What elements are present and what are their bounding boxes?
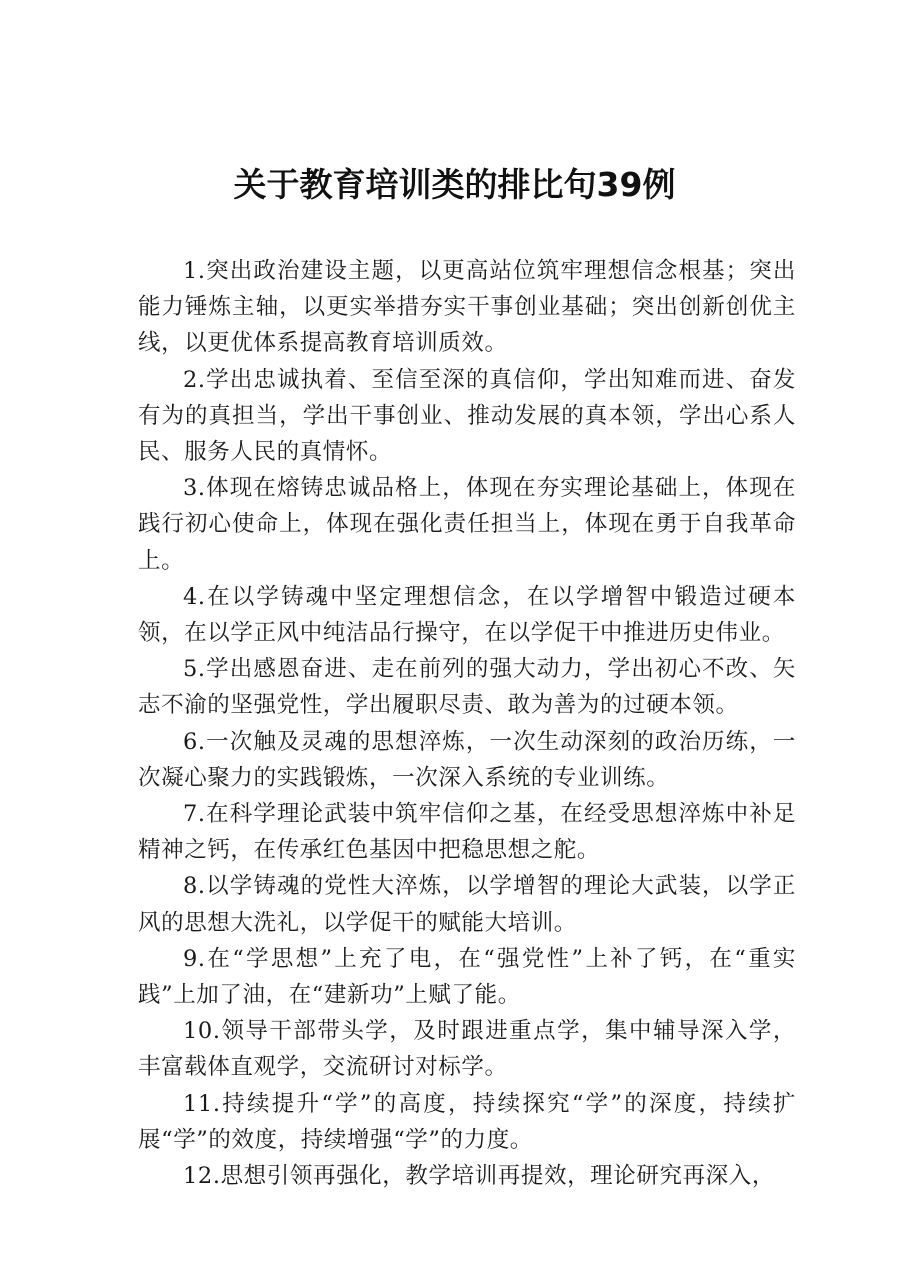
- paragraph-3: 3.体现在熔铸忠诚品格上，体现在夯实理论基础上，体现在践行初心使命上，体现在强化责任担当上，体现在勇于自我革命上。: [138, 475, 796, 574]
- paragraph-1: 1.突出政治建设主题，以更高站位筑牢理想信念根基；突出能力锤炼主轴，以更实举措夯实干事创业基础；突出创新创优主线，以更优体系提高教育培训质效。: [138, 258, 796, 357]
- paragraph-2: 2.学出忠诚执着、至信至深的真信仰，学出知难而进、奋发有为的真担当，学出干事创业、推动发展的真本领，学出心系人民、服务人民的真情怀。: [138, 366, 796, 466]
- paragraph-12: 12.思想引领再强化，教学培训再提效，理论研究再深入，: [183, 1163, 775, 1190]
- paragraph-5: 5.学出感恩奋进、走在前列的强大动力，学出初心不改、矢志不渝的坚强党性，学出履职尽责、敢为善为的过硬本领。: [138, 656, 796, 719]
- document-body: [138, 253, 796, 1194]
- document-title: 关于教育培训类的排比句39例: [233, 165, 676, 204]
- paragraph-10: 10.领导干部带头学，及时跟进重点学，集中辅导深入学，丰富载体直观学，交流研讨对标学。: [138, 1018, 796, 1081]
- paragraph-9: 9.在“学思想”上充了电，在“强党性”上补了钙，在“重实践”上加了油，在“建新功”上赋了能。: [138, 945, 796, 1009]
- paragraph-11: 11.持续提升“学”的高度，持续探究“学”的深度，持续扩展“学”的效度，持续增强“学”的力度。: [138, 1090, 796, 1153]
- paragraph-7: 7.在科学理论武装中筑牢信仰之基，在经受思想淬炼中补足精神之钙，在传承红色基因中把稳思想之舵。: [138, 801, 796, 864]
- paragraph-4: 4.在以学铸魂中坚定理想信念，在以学增智中锻造过硬本领，在以学正风中纯洁品行操守，在以学促干中推进历史伟业。: [138, 583, 796, 647]
- paragraph-8: 8.以学铸魂的党性大淬炼，以学增智的理论大武装，以学正风的思想大洗礼，以学促干的赋能大培训。: [138, 873, 796, 936]
- paragraph-6: 6.一次触及灵魂的思想淬炼，一次生动深刻的政治历练，一次凝心聚力的实践锻炼，一次深入系统的专业训练。: [138, 728, 796, 791]
